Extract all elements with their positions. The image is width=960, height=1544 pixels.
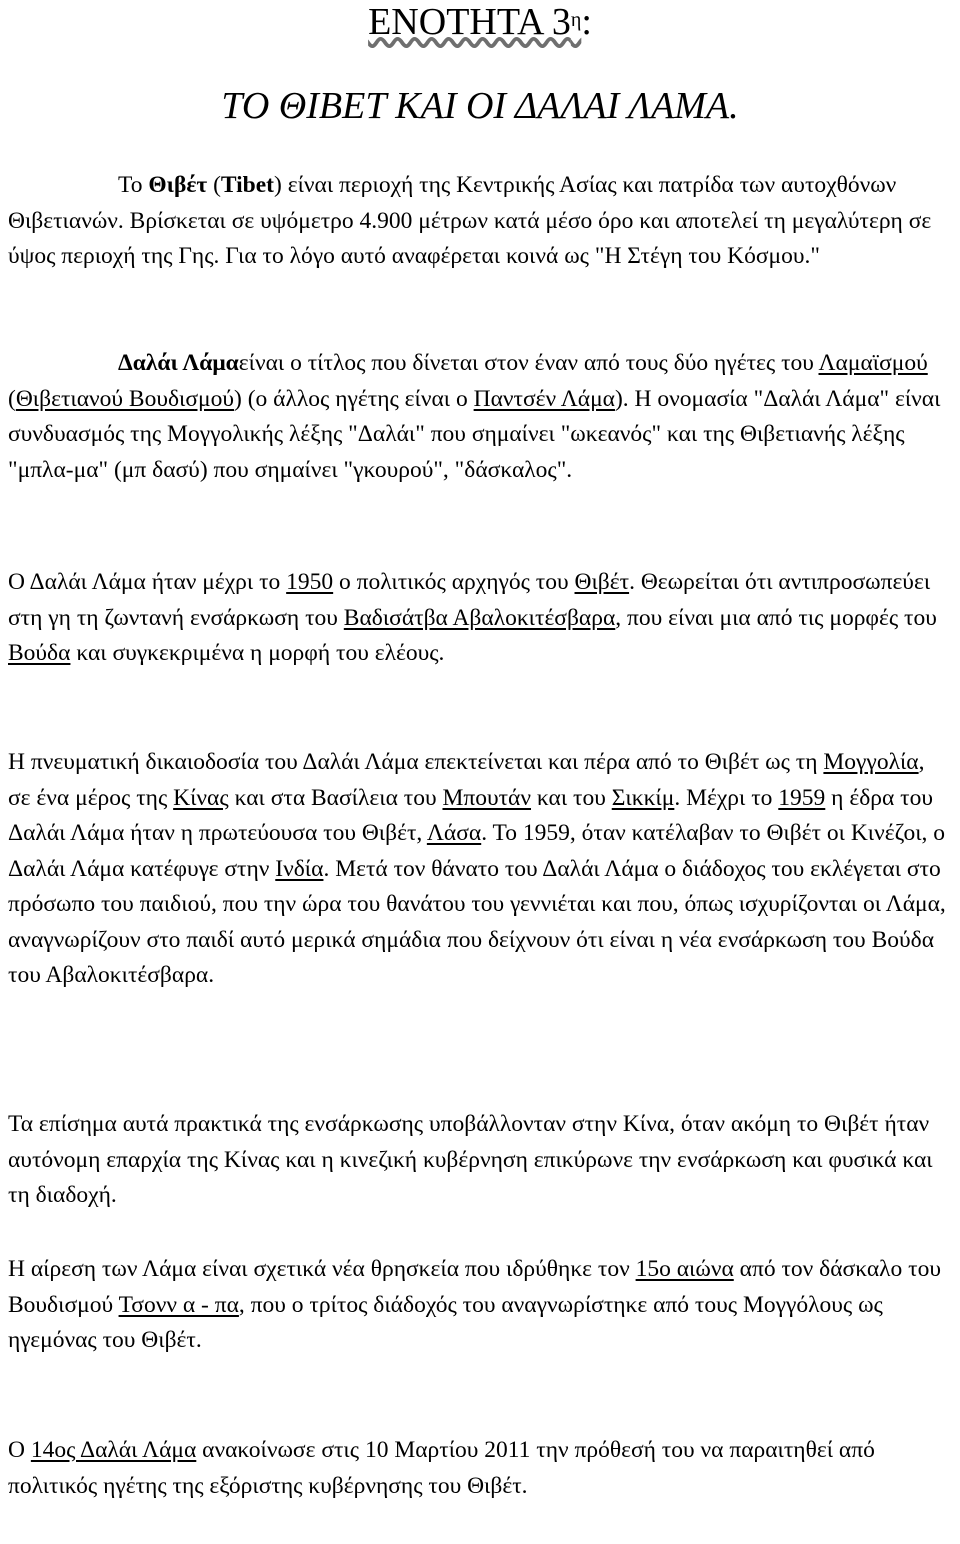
link-panchen-lama[interactable]: Παντσέν Λάμα — [473, 385, 615, 412]
link-bhutan[interactable]: Μπουτάν — [442, 784, 531, 811]
link-buddha[interactable]: Βούδα — [8, 640, 71, 666]
link-india[interactable]: Ινδία — [275, 855, 324, 882]
paragraph-14th-dalai-lama: Ο 14ος Δαλάι Λάμα ανακοίνωσε στις 10 Μαρτίου 2011 την πρόθεσή του να παραιτηθεί από πολιτικός ηγέτης της εξόριστης κυβέρνησης του Θιβέτ. — [8, 1437, 875, 1499]
paragraph-political-leader: Ο Δαλάι Λάμα ήταν μέχρι το 1950 ο πολιτικός αρχηγός του Θιβέτ. Θεωρείται ότι αντιπροσωπεύει στη γη τη ζωντανή ενσάρκωση του Βαδισάτβα Αβαλοκιτέσβαρα, που είναι μια από τις μορφές του Βούδα και συγκεκριμένα η μορφή του ελέους. — [8, 569, 937, 666]
paragraph-sect-history: Η αίρεση των Λάμα είναι σχετικά νέα θρησκεία που ιδρύθηκε τον 15ο αιώνα από τον δάσκαλο του Βουδισμού Τσονν α - πα, που ο τρίτος διάδοχός του αναγνωρίστηκε από τους Μογγόλους ως ηγεμόνας του Θιβέτ. — [8, 1256, 941, 1353]
link-1950[interactable]: 1950 — [286, 569, 334, 595]
link-mongolia[interactable]: Μογγολία — [823, 749, 919, 775]
link-tibet[interactable]: Θιβέτ — [574, 569, 630, 595]
link-1959[interactable]: 1959 — [778, 784, 826, 811]
link-15th-century[interactable]: 15ο αιώνα — [635, 1256, 734, 1282]
link-sikkim[interactable]: Σικκίμ — [611, 784, 675, 811]
document-title: ΤΟ ΘΙΒΕΤ ΚΑΙ ΟΙ ΔΑΛΑΙ ΛΑΜΑ. — [221, 85, 739, 127]
link-bodhisattva-avalokiteshvara[interactable]: Βαδισάτβα Αβαλοκιτέσβαρα — [343, 604, 616, 631]
link-tsongkhapa[interactable]: Τσονν α - πα — [118, 1291, 239, 1318]
paragraph-tibet-intro: Το Θιβέτ (Tibet) είναι περιοχή της Κεντρικής Ασίας και πατρίδα των αυτοχθόνων Θιβετιανών. Βρίσκεται σε υψόμετρο 4.900 μέτρων κατά μέσο όρο και αποτελεί τη μεγαλύτερη σε ύψος περιοχή της Γης. Για το λόγο αυτό αναφέρεται κοινά ως "Η Στέγη του Κόσμου." — [8, 172, 932, 269]
link-lamaism[interactable]: Λαμαϊσμού — [818, 350, 928, 376]
link-china[interactable]: Κίνας — [173, 784, 229, 811]
paragraph-spiritual-jurisdiction: Η πνευματική δικαιοδοσία του Δαλάι Λάμα επεκτείνεται και πέρα από το Θιβέτ ως τη Μογγολία, σε ένα μέρος της Κίνας και στα Βασίλεια του Μπουτάν και του Σικκίμ. Μέχρι το 1959 η έδρα του Δαλάι Λάμα ήταν η πρωτεύουσα του Θιβέτ, Λάσα. Το 1959, όταν κατέλαβαν το Θιβέτ οι Κινέζοι, ο Δαλάι Λάμα κατέφυγε στην Ινδία. Μετά τον θάνατο του Δαλάι Λάμα ο διάδοχος του εκλέγεται στο πρόσωπο του παιδιού, που την ώρα του θανάτου του γεννιέται και που, όπως ισχυρίζονται οι Λάμα, αναγνωρίζουν στο παιδί αυτό μερικά σημάδια που δείχνουν ότι είναι η νέα ενσάρκωση του Βούδα του Αβαλοκιτέσβαρα. — [8, 749, 946, 988]
section-heading: ΕΝΟΤΗΤΑ $3^\eta$: — [368, 1, 592, 43]
link-lhasa[interactable]: Λάσα — [426, 820, 482, 846]
paragraph-dalai-lama-title: Δαλάι Λάμαείναι ο τίτλος που δίνεται στον έναν από τους δύο ηγέτες του Λαμαϊσμού (Θιβετιανού Βουδισμού) (ο άλλος ηγέτης είναι ο Παντσέν Λάμα). Η ονομασία "Δαλάι Λάμα" είναι συνδυασμός της Μογγολικής λέξης "Δαλάι" που σημαίνει "ωκεανός" και της Θιβετιανής λέξης "μπλα-μα" (μπ δασύ) που σημαίνει "γκουρού", "δάσκαλος". — [8, 350, 941, 483]
link-tibetan-buddhism[interactable]: Θιβετιανού Βουδισμού — [15, 385, 235, 412]
paragraph-official-records: Τα επίσημα αυτά πρακτικά της ενσάρκωσης υποβάλλονταν στην Κίνα, όταν ακόμη το Θιβέτ ήταν αυτόνομη επαρχία της Κίνας και η κινεζική κυβέρνηση επικύρωνε την ενσάρκωση και φυσικά και τη διαδοχή. — [8, 1111, 933, 1208]
link-14th-dalai-lama[interactable]: 14ος Δαλάι Λάμα — [30, 1437, 197, 1463]
